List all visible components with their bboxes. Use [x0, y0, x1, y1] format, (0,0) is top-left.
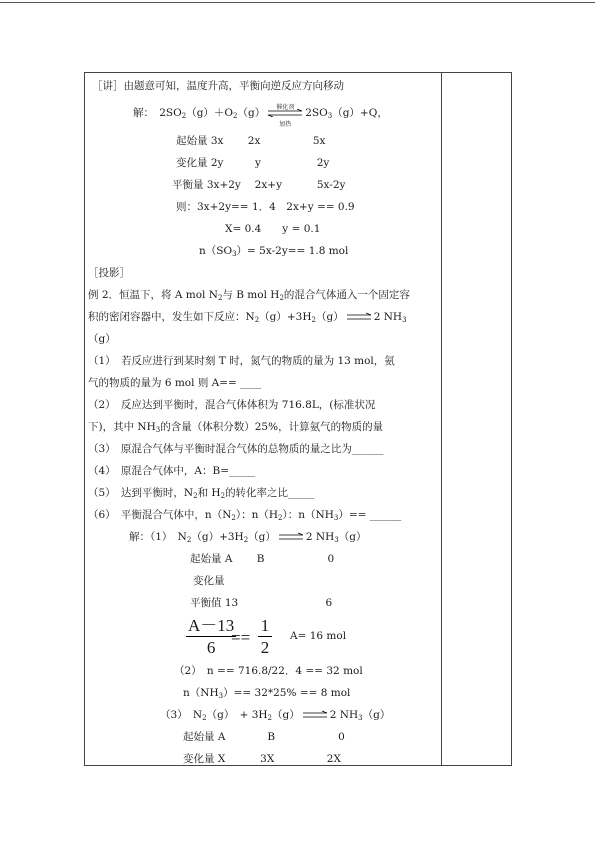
equilibrium-arrow-icon [346, 312, 372, 322]
fraction-a-minus-13-over-6 [186, 616, 236, 659]
ex-text: 的混合气体通入一个固定容 [283, 289, 410, 301]
heat-label: 加热 [279, 121, 292, 128]
s-text: （3） N [160, 709, 203, 721]
sub: 2 [311, 316, 316, 324]
fraction-numerator: 1 [260, 616, 270, 635]
question-6 [88, 508, 401, 522]
ex-text: 与 B mol H [222, 289, 280, 301]
sub: 2 [217, 294, 223, 302]
solution-3-equation [160, 708, 390, 722]
sub: 2 [186, 536, 192, 544]
equation-then: 则：3x+2y== 1．4 2x+y == 0.9 [176, 201, 355, 213]
q-text: （5） 达到平衡时，N [88, 487, 194, 499]
eq-text: （g）+Q， [332, 107, 388, 119]
fraction-one-half [258, 616, 272, 659]
question-1b: 气的物质的量为 6 mol 则 A== ____ [88, 377, 262, 389]
s-text: ）== 32*25% == 8 mol [223, 687, 351, 699]
equilibrium-arrow-icon [302, 710, 328, 720]
sub: 2 [193, 492, 198, 500]
fraction-numerator: A－13 [188, 616, 235, 635]
question-3: （3） 原混合气体与平衡时混合气体的总物质的量之比为______ [88, 443, 384, 455]
s-text: （g）+3H [191, 531, 244, 543]
solution-xy: X= 0.4 y = 0.1 [225, 223, 321, 235]
question-4: （4） 原混合气体中，A：B=_____ [88, 465, 256, 477]
reversible-arrow-icon [267, 104, 303, 128]
eq-text: 2SO [305, 107, 328, 119]
q-text: 的含量（体积分数）25%，计算氨气的物质的量 [160, 421, 384, 433]
solution-1-change: 变化量 [193, 575, 225, 587]
sub: 2 [243, 536, 249, 544]
solution-2-n: （2） n == 716.8/22．4 == 32 mol [174, 665, 363, 677]
sub: 2 [181, 112, 187, 120]
q-text: 下)，其中 NH [88, 421, 156, 433]
sub: 2 [231, 514, 236, 522]
fraction-equals: == [231, 628, 251, 647]
table-column-divider [441, 72, 442, 766]
sub: 3 [402, 316, 407, 324]
lecture-line: ［讲］由题意可知，温度升高，平衡向逆反应方向移动 [92, 80, 344, 92]
s-text: 解：（1） N [129, 531, 187, 543]
eq-text: （g） [237, 107, 266, 119]
sub: 3 [218, 692, 224, 700]
q-text: ）：n（NH [282, 509, 334, 521]
sub: 2 [220, 492, 226, 500]
solution-3-initial: 起始量 A B 0 [183, 731, 345, 743]
solution-3-change: 变化量 X 3X 2X [183, 753, 341, 765]
sub: 2 [233, 112, 238, 120]
initial-amount-row: 起始量 3x 2x 5x [176, 135, 326, 147]
question-2b [88, 420, 383, 434]
sub: 2 [278, 514, 283, 522]
q-text: 的转化率之比_____ [225, 487, 315, 499]
q-text: （6） 平衡混合气体中，n（N [88, 509, 232, 521]
eq-text: ）= 5x-2y== 1.8 mol [236, 245, 349, 257]
ex-text: 例 2．恒温下，将 A mol N [88, 289, 218, 301]
s-text: 2 NH [329, 709, 359, 721]
sub: 2 [279, 294, 284, 302]
s-text: 2 NH [305, 531, 335, 543]
solution-1-initial: 起始量 A B 0 [190, 553, 335, 565]
ex-text: 积的密闭容器中，发生如下反应：N [88, 311, 255, 323]
example-line-3: （g） [88, 333, 116, 345]
eq-text: （g）＋O [186, 107, 234, 119]
ex-text: （g） [315, 311, 344, 323]
result-a: A= 16 mol [290, 630, 347, 642]
eq-text: 解： 2SO [133, 107, 182, 119]
solution-1-equation [129, 530, 366, 544]
solution-nso3 [199, 244, 348, 258]
sub: 3 [334, 536, 339, 544]
question-5 [88, 486, 314, 500]
sub: 2 [267, 714, 273, 722]
q-text: ）== ______ [338, 509, 402, 521]
question-1a: （1） 若反应进行到某时刻 T 时，氮气的物质的量为 13 mol，氨 [88, 355, 395, 367]
sub: 3 [333, 514, 339, 522]
example-line-1 [88, 288, 410, 302]
sub: 2 [254, 316, 260, 324]
s-text: （g） [338, 531, 367, 543]
ex-text: （g）+3H [259, 311, 312, 323]
projection-label: ［投影］ [88, 267, 130, 279]
page-top-rule [0, 2, 595, 3]
table-frame [84, 72, 512, 766]
q-text: ）：n（H [235, 509, 279, 521]
solution-2-nh3 [183, 686, 350, 700]
ex-text: 2 NH [373, 311, 403, 323]
s-text: （g） [248, 531, 276, 543]
eq-text: n（SO [199, 245, 233, 257]
catalyst-label: 催化剂 [276, 104, 295, 111]
example-line-2 [88, 310, 407, 324]
sub: 2 [202, 714, 207, 722]
fraction-denominator: 6 [206, 638, 216, 657]
sub: 3 [327, 112, 333, 120]
s-text: （g） + 3H [206, 709, 268, 721]
s-text: （g） [272, 709, 300, 721]
sub: 3 [232, 250, 237, 258]
s-text: n（NH [183, 687, 219, 699]
question-2a: （2） 反应达到平衡时，混合气体体积为 716.8L，(标准状况 [88, 399, 376, 411]
equilibrium-amount-row: 平衡量 3x+2y 2x+y 5x-2y [172, 179, 346, 191]
change-amount-row: 变化量 2y y 2y [176, 157, 330, 169]
sub: 3 [358, 714, 363, 722]
equation-so2 [133, 104, 388, 128]
sub: 3 [155, 426, 161, 434]
solution-1-equilibrium: 平衡值 13 6 [190, 597, 333, 609]
s-text: （g） [362, 709, 391, 721]
fraction-denominator: 2 [260, 638, 270, 657]
equilibrium-arrow-icon [278, 532, 304, 542]
q-text: 和 H [197, 487, 221, 499]
